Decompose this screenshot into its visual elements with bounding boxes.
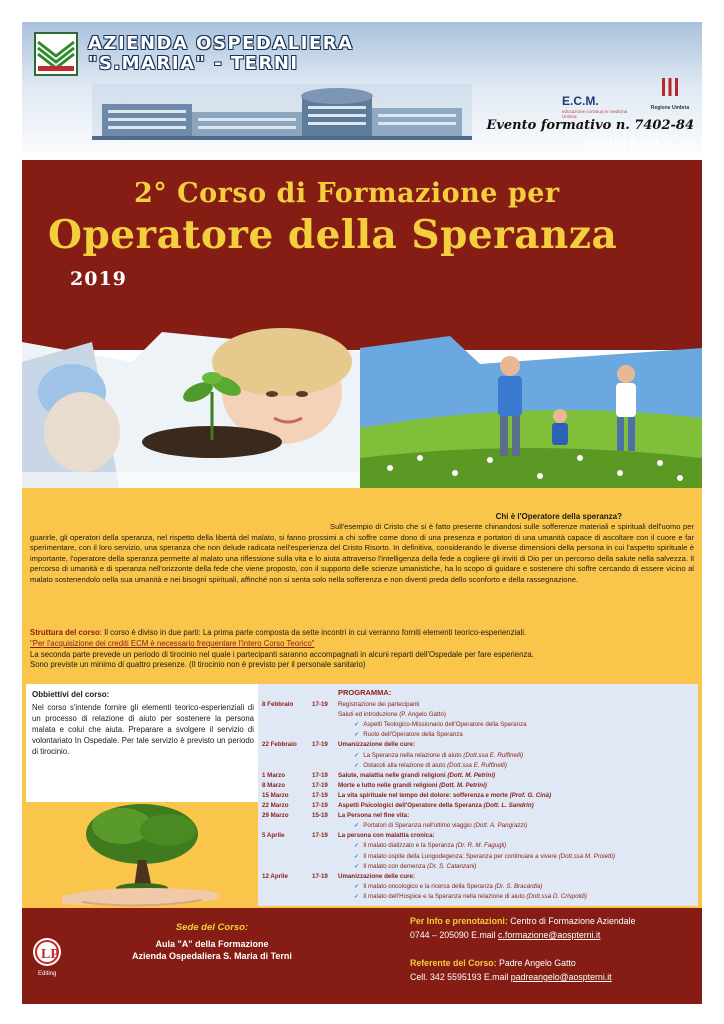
programma-row (258, 781, 698, 791)
evento-formativo: Evento formativo n. 7402-84 (486, 118, 694, 133)
sede-line1: Aula "A" della Formazione (155, 939, 269, 949)
programma-time: 17-19 (312, 791, 328, 799)
programma-date: 8 Febbraio (262, 701, 294, 708)
programma-time: 17-19 (312, 781, 328, 789)
programma-session (354, 862, 476, 872)
programma-date: 22 Febbraio (262, 741, 297, 749)
programma-session-title: Morte e lutto nelle grandi religioni (338, 781, 440, 789)
programma-session-title: Registrazione dei partecipanti (338, 701, 420, 708)
info-referente (410, 956, 700, 970)
programma-session (354, 892, 587, 902)
programma-date: 15 Marzo (262, 791, 289, 799)
struttura-text3: Sono previste un minimo di quattro presenze. (Il tirocinio non è previsto per il personale sanitario) (30, 660, 366, 670)
checkmark-icon: ✓ (354, 862, 360, 870)
lp-logo-caption: Editing (38, 971, 57, 977)
regione-logo (650, 76, 690, 111)
info-phone1: 0744 – 205090 E.mail (410, 930, 499, 940)
programma-session-title: Il malato dell'Hospice e la Speranza nella relazione di aiuto (363, 892, 527, 900)
programma-session-title: La Speranza nella relazione di aiuto (363, 751, 464, 759)
programma-session-title: Ruolo dell'Operatore della Speranza (363, 731, 463, 739)
course-year: 2019 (70, 268, 127, 290)
struttura-line1 (30, 628, 694, 639)
programma-session-title: Ostacoli alla relazione di aiuto (363, 761, 448, 769)
info-email2-link[interactable]: padreangelo@aospterni.it (510, 972, 612, 982)
checkmark-icon: ✓ (354, 761, 360, 769)
programma-speaker: (Dott.ssa E. Ruffinelli) (447, 761, 507, 769)
programma-row (258, 872, 698, 882)
checkmark-icon: ✓ (354, 731, 360, 739)
struttura-section (30, 628, 694, 671)
programma-session-title: Il malato dializzato e la Speranza (363, 842, 456, 850)
programma-row (258, 720, 698, 730)
programma-row (258, 771, 698, 781)
programma-date: 5 Aprile (262, 832, 285, 840)
programma-speaker: (Dott. M. Petrini) (447, 771, 496, 779)
hospital-name-line1: AZIENDA OSPEDALIERA (88, 33, 354, 54)
info-email1-link[interactable]: c.formazione@aospterni.it (498, 930, 601, 940)
programma-speaker: (Dott. M. Petrini) (439, 781, 487, 789)
programma-session-title: La vita spirituale nel tempo del dolore: sofferenza e morte (338, 791, 510, 799)
programma-session (354, 761, 507, 771)
checkmark-icon: ✓ (354, 822, 360, 830)
checkmark-icon: ✓ (354, 852, 360, 860)
struttura-ecm-note: "Per l'acquisizione dei crediti ECM è necessario frequentare l'intero Corso Teorico" (30, 638, 315, 648)
programma-row (258, 791, 698, 801)
struttura-text1: : Il corso è diviso in due parti: La prima parte composta da sette incontri in cui verranno forniti elementi teorico-esperienziali. (99, 628, 527, 637)
programma-session-title: Aspetti Teologico-Missionario dell'Operatore della Speranza (363, 721, 527, 729)
lp-logo-letters: LP (41, 947, 59, 962)
crediti-ecm: Crediti ECM n. 20 (583, 138, 694, 151)
programma-session-title: La Persona nel fine vita: (338, 812, 410, 820)
obiettivi-box (26, 684, 258, 802)
programma-time: 17-19 (312, 802, 328, 809)
programma-session (354, 841, 506, 851)
photo-strip (22, 308, 702, 504)
programma-speaker: (Dott. L. Sandrin) (483, 802, 534, 809)
regione-label: Regione Umbria (650, 105, 690, 111)
sede-title: Sede del Corso: (175, 922, 249, 933)
programma-row (258, 801, 698, 811)
lp-editing-logo-icon (32, 936, 62, 978)
info-section (410, 914, 700, 984)
programma-row (258, 700, 698, 710)
programma-session (338, 872, 415, 882)
programma-speaker: (Dott. A. Pangrazzi) (473, 822, 528, 830)
hospital-name-line2: "S.MARIA" - TERNI (88, 53, 299, 74)
course-title-line2: Operatore della Speranza (48, 212, 618, 258)
programma-session (338, 771, 495, 781)
info-label2: Referente del Corso: (410, 958, 497, 968)
programma-row (258, 821, 698, 831)
poster-frame (22, 22, 702, 1004)
programma-row (258, 892, 698, 902)
sede-line2: Azienda Ospedaliera S. Maria di Terni (132, 951, 292, 961)
programma-session-title: La persona con malattia cronica: (338, 832, 435, 840)
programma-session-title: Aspetti Psicologici dell'Operatore della Speranza (338, 802, 484, 809)
programma-speaker: (Dott.ssa M. Proietti) (558, 852, 615, 860)
programma-row (258, 751, 698, 761)
checkmark-icon: ✓ (354, 721, 360, 729)
sede-section (82, 922, 342, 961)
programma-session-title: Saluti ed introduzione (P. Angelo Gatto) (338, 711, 446, 719)
programma-row (258, 882, 698, 892)
programma-session-title: Il malato ospite della Lungodegenza: Speranza per continuare a vivere (363, 852, 559, 860)
header (22, 22, 702, 164)
programma-time: 17-19 (312, 701, 328, 708)
programma-row (258, 841, 698, 851)
programma-session-title: Salute, malattia nelle grandi religioni (338, 771, 448, 779)
programma-session (354, 882, 542, 892)
programma-time: 17-19 (312, 832, 328, 840)
programma-speaker: (Dott.ssa E. Ruffinelli) (463, 751, 524, 759)
programma-row (258, 831, 698, 841)
programma-speaker: (Dr. S. Catanzani) (427, 862, 477, 870)
programma-session (338, 781, 487, 791)
hospital-name (88, 34, 354, 74)
course-title-line1: 2° Corso di Formazione per (134, 178, 560, 209)
programma-row (258, 811, 698, 821)
checkmark-icon: ✓ (354, 892, 360, 900)
programma-title: PROGRAMMA: (338, 688, 392, 697)
info-value2: Padre Angelo Gatto (496, 958, 576, 968)
info-contact2 (410, 970, 700, 984)
info-prenotazioni (410, 914, 700, 928)
ecm-subtitle: educazione continua in medicina Umbria (562, 109, 628, 119)
programma-time: 17-19 (312, 872, 328, 880)
programma-date: 8 Marzo (262, 781, 286, 789)
info-phone2: Cell. 342 5595193 E.mail (410, 972, 511, 982)
ecm-logo (562, 94, 632, 119)
programma-session (354, 852, 615, 862)
programma-session (338, 791, 551, 801)
programma-session (338, 700, 420, 710)
programma-box (258, 684, 698, 906)
programma-session (338, 710, 446, 720)
child-plant-photo (22, 322, 362, 502)
intro-text (30, 522, 694, 586)
programma-session (338, 831, 435, 841)
programma-row (258, 862, 698, 872)
programma-session-title: Il malato oncologico e la ricerca della Speranza (363, 882, 495, 890)
programma-date: 29 Marzo (262, 812, 289, 820)
checkmark-icon: ✓ (354, 751, 360, 759)
programma-session-title: Umanizzazione delle cure: (338, 872, 416, 880)
programma-session (354, 720, 527, 730)
hospital-logo-icon (34, 32, 78, 76)
info-value1: Centro di Formazione Aziendale (507, 916, 636, 926)
programma-session (338, 811, 409, 821)
checkmark-icon: ✓ (354, 882, 360, 890)
programma-session (354, 751, 523, 761)
programma-date: 22 Marzo (262, 802, 289, 809)
programma-row (258, 710, 698, 720)
intro-heading: Chi è l'Operatore della speranza? (495, 512, 622, 521)
content-area (22, 488, 702, 908)
programma-row (258, 730, 698, 740)
footer (22, 908, 702, 1004)
regione-umbria-icon (659, 76, 681, 98)
programma-session-title: Il malato con demenza (363, 862, 428, 870)
programma-speaker: (Dr. S. Bracardia) (494, 882, 543, 890)
programma-session-title: Umanizzazione delle cure: (338, 741, 416, 749)
struttura-label: Struttura del corso (30, 628, 100, 637)
programma-session (338, 740, 415, 750)
obiettivi-title: Obbiettivi del corso: (32, 690, 110, 699)
programma-session (338, 801, 534, 811)
intro-paragraph: Sull'esempio di Cristo che si è fatto presente chinandosi sulle sofferenze materiali e spirituali dell'uomo per guarirle, gli operatori della speranza, nel rispetto della libertà del malato, si fanno prossimi a chi soffre come dono di una presenza e portatori di una umanità capace di ascoltare con il cuore e far sperimentare, con il loro servizio, una speranza che non delude radicata nell'esperienza del Cristo Risorto. In definitiva, considerando le diverse dimensioni della persona in cui l'aspetto spirituale è importante, l'operatore della speranza permette al malato una riflessione sulla vita e lo aiuta attraverso l'intelligenza della fede a cogliere gli inviti di Dio per un percorso della salute nella salvezza. Il percorso di umanità e di speranza nell'orizzonte della fede che viene proposto, con il supporto delle scienze umanistiche, ha lo scopo di guidare e sostenere chi soffre cercando di essere vicino al malato sostenendolo nella sua umanità e nei bisogni spirituali, affinché non si senta solo nella sofferenza e non diventi preda dello sconforto e della rassegnazione. (30, 522, 694, 584)
programma-session (354, 821, 527, 831)
obiettivi-text: Nel corso s'intende fornire gli elementi teorico-esperienziali di un processo di relazione di aiuto per sostenere la persona malata e colui che aiuta. Preparare a svolgere il servizio di volontariato In Ospedale. Per tale servizio è previsto un periodo di tirocinio. (32, 703, 254, 756)
tree-in-hand-image (22, 804, 262, 912)
programma-time: 15-19 (312, 812, 328, 820)
programma-session-title: Portatori di Speranza nell'ultimo viaggio (363, 822, 474, 830)
family-meadow-photo (360, 308, 702, 488)
checkmark-icon: ✓ (354, 842, 360, 850)
programma-time: 17-19 (312, 771, 328, 779)
programma-speaker: (Dott.ssa D. Crispoldi) (526, 892, 587, 900)
programma-row (258, 852, 698, 862)
programma-session (354, 730, 463, 740)
struttura-text2: La seconda parte prevede un periodo di tirocinio nel quale i partecipanti saranno accompagnati in alcuni reparti dell'Ospedale per fare esperienza. (30, 649, 534, 659)
ecm-title: E.C.M. (562, 94, 599, 108)
programma-speaker: (Dr. R. M. Fagugli) (455, 842, 507, 850)
programma-date: 1 Marzo (262, 771, 286, 779)
programma-speaker: (Prof. G. Cinà) (509, 791, 552, 799)
info-contact1 (410, 928, 700, 942)
programma-time: 17-19 (312, 741, 328, 749)
programma-row (258, 761, 698, 771)
hospital-building-image (92, 84, 472, 140)
programma-date: 12 Aprile (262, 872, 288, 880)
info-label1: Per Info e prenotazioni: (410, 916, 508, 926)
programma-row (258, 740, 698, 750)
